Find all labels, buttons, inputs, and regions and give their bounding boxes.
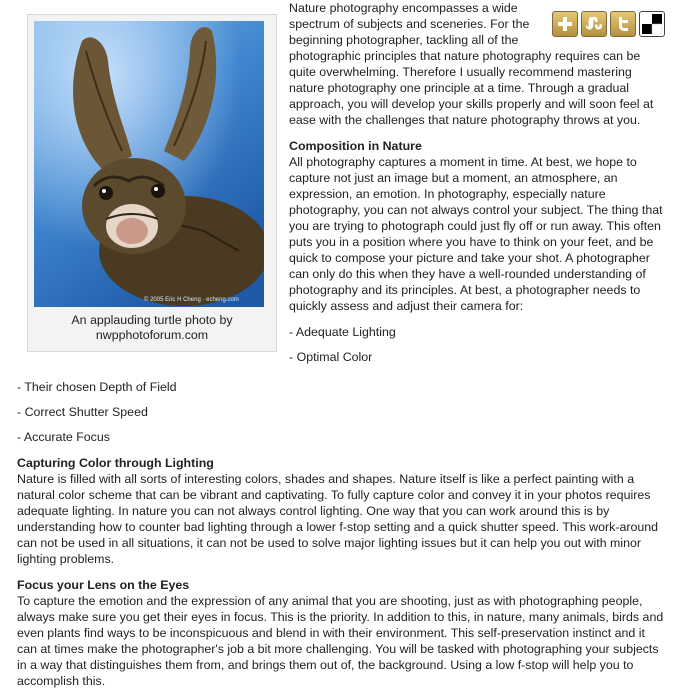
section-body-focus: To capture the emotion and the expression of any animal that you are shooting, just as with photographing people, always make sure you get their eyes in focus. This is the priority. In addition to this, in nature, many animals, birds and even plants find ways to be inconspicuous and blend in with their environment. This self-preservation instinct and it can at times make the photographer's job a bit more challenging. You will be tasked with photographing your subjects in a way that distinguishes them from, and brings them out of, the background. Using a low f-stop will help you to accomplish this.	[17, 594, 664, 688]
photo-figure	[27, 14, 277, 352]
section-heading-composition: Composition in Nature	[289, 139, 422, 153]
section-body-lighting: Nature is filled with all sorts of interesting colors, shades and shapes. Nature itself is like a perfect painting with a natural color scheme that can be vibrant and captivating. To fully capture color and convey it in your photos requires adequate lighting. In nature you can not always control lighting. One way that you can work around this is by understanding how to counter bad lighting through a lower f-stop setting and a quick shutter speed. This work-around can not be used in all situations, it can not be used to solve major lighting issues but it can help you out with minor lighting problems.	[17, 472, 659, 566]
section-heading-focus: Focus your Lens on the Eyes	[17, 578, 190, 592]
turtle-photo[interactable]	[34, 21, 264, 307]
section-heading-lighting: Capturing Color through Lighting	[17, 456, 214, 470]
section-body-composition: All photography captures a moment in time. At best, we hope to capture not just an image but a moment, an atmosphere, an expression, an emotion. In photography, especially nature photography, you can not always control your subject. The thing that you are trying to photograph could just fly off or run away. This often puts you in a position where you have to think on your feet, and be quick to compose your picture and take your shot. A photographer can only do this when they have a well-rounded understanding of photography and its principles. At best, a photographer needs to quickly assess and adjust their camera for:	[289, 155, 663, 313]
list-item: - Optimal Color	[289, 350, 373, 364]
list-item: - Accurate Focus	[17, 430, 110, 444]
plus-icon[interactable]	[552, 11, 578, 37]
list-item: - Adequate Lighting	[289, 325, 396, 339]
intro-paragraph: Nature photography encompasses a wide spectrum of subjects and sceneries. For the beginning photographer, tackling all of the photographic principles that nature photography requires can be quite overwhelming. Therefore I usually recommend mastering nature photography one principle at a time. Through a gradual approach, you will develop your skills properly and will soon feel at ease with the challenges that nature photography throws at you.	[289, 1, 654, 127]
photo-caption: An applauding turtle photo by nwpphotoforum.com	[71, 313, 233, 342]
delicious-icon[interactable]	[639, 11, 665, 37]
share-bar	[552, 11, 665, 37]
stumbleupon-icon[interactable]	[581, 11, 607, 37]
list-item: - Their chosen Depth of Field	[17, 380, 177, 394]
photo-watermark: © 2005 Eric H Cheng · echeng.com	[144, 297, 239, 303]
list-item: - Correct Shutter Speed	[17, 405, 148, 419]
twitter-icon[interactable]	[610, 11, 636, 37]
